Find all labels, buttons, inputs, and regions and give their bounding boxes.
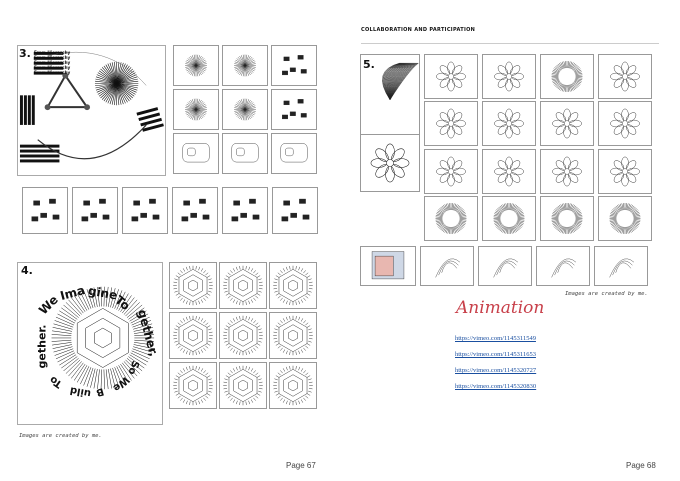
s5-thumb-graphic [541, 102, 593, 145]
s3-thumb-graphic [174, 46, 218, 85]
poster-word: gether, [134, 308, 161, 358]
s5-thumb-graphic [483, 197, 535, 240]
s4-thumb [219, 312, 267, 359]
s3-bottom-thumb [22, 187, 68, 234]
s5-thumb-graphic [421, 247, 473, 285]
title-line: From Hierarchy [34, 50, 71, 55]
s3-thumb-graphic [272, 46, 316, 85]
poster-word: We [36, 292, 61, 318]
s4-thumb-graphic [170, 313, 216, 358]
s5-thumb [540, 54, 594, 99]
s5-thumb-graphic [483, 150, 535, 193]
left-caption: Images are created by me. [19, 433, 102, 439]
section4-number: 4. [21, 264, 33, 277]
s3-thumb-graphic [174, 134, 218, 173]
s3-bottom-thumb-graphic [23, 188, 67, 233]
s5-thumb [482, 149, 536, 194]
s3-bottom-thumb-graphic [273, 188, 317, 233]
s5-side-thumb [360, 134, 420, 192]
s5-thumb [424, 101, 478, 146]
s3-bottom-thumb [72, 187, 118, 234]
s3-thumb [173, 89, 219, 130]
s4-thumb [169, 362, 217, 409]
s3-thumb [222, 89, 268, 130]
section5-number: 5. [363, 58, 375, 71]
s5-side-thumb-graphic [361, 135, 419, 191]
s5-thumb [540, 149, 594, 194]
s5-thumb-graphic [541, 55, 593, 98]
s5-thumb-graphic [599, 102, 651, 145]
poster-word: We [110, 373, 131, 394]
right-page-number: Page 68 [626, 461, 656, 470]
title-line: From Hierarchy [34, 65, 71, 70]
right-page-header: COLLABORATION AND PARTICIPATION [361, 27, 476, 33]
s4-thumb [219, 362, 267, 409]
s3-thumb [173, 45, 219, 86]
s5-screenshot-thumb [360, 246, 416, 286]
poster-word: So [125, 359, 141, 376]
s3-bottom-thumb-graphic [223, 188, 267, 233]
s4-thumb [269, 312, 317, 359]
s5-thumb [598, 149, 652, 194]
s3-bottom-thumb-graphic [173, 188, 217, 233]
s5-thumb [424, 196, 478, 241]
s5-thumb [424, 54, 478, 99]
s5-thumb [482, 101, 536, 146]
s4-thumb-graphic [170, 263, 216, 308]
title-line: From Hierarchy [34, 60, 71, 65]
s5-thumb [540, 196, 594, 241]
s5-thumb-graphic [541, 150, 593, 193]
poster-word: gether. [35, 324, 49, 369]
poster-word: B [94, 385, 105, 398]
poster-word: To [112, 292, 133, 314]
title-line: From Hierarchy [34, 70, 71, 75]
s5-thumb [598, 196, 652, 241]
vimeo-link-2[interactable]: https://vimeo.com/1145311653 [455, 351, 536, 358]
s3-bottom-thumb [122, 187, 168, 234]
s5-thumb [598, 54, 652, 99]
s5-thumb-graphic [599, 197, 651, 240]
s4-thumb-graphic [220, 263, 266, 308]
s3-thumb-graphic [223, 134, 267, 173]
s4-thumb [269, 362, 317, 409]
s4-thumb-graphic [170, 363, 216, 408]
vimeo-link-4[interactable]: https://vimeo.com/1145320830 [455, 383, 537, 390]
poster-word: uild [69, 384, 92, 399]
animation-title: Animation [456, 298, 545, 318]
s4-thumb-graphic [220, 313, 266, 358]
right-caption: Images are created by me. [565, 291, 648, 297]
s5-thumb [536, 246, 590, 286]
vimeo-link-1[interactable]: https://vimeo.com/1145311549 [455, 335, 536, 342]
s4-thumb-graphic [270, 263, 316, 308]
header-rule [361, 43, 659, 44]
s3-bottom-thumb-graphic [73, 188, 117, 233]
title-line: From Hierarchy [34, 55, 71, 60]
s3-thumb-graphic [223, 46, 267, 85]
s5-thumb [482, 196, 536, 241]
vimeo-link-3[interactable]: https://vimeo.com/1145320727 [455, 367, 537, 374]
s5-thumb [424, 149, 478, 194]
s5-thumb-graphic [541, 197, 593, 240]
s5-thumb-graphic [599, 150, 651, 193]
poster-word: To [47, 373, 65, 390]
s5-thumb-graphic [537, 247, 589, 285]
s5-thumb [594, 246, 648, 286]
s5-thumb-graphic [595, 247, 647, 285]
poster-word: gine [87, 283, 119, 303]
s3-thumb-graphic [174, 90, 218, 129]
s3-thumb-graphic [272, 90, 316, 129]
s3-thumb [222, 45, 268, 86]
s5-screenshot-thumb-graphic [361, 247, 415, 285]
s4-thumb [269, 262, 317, 309]
s4-thumb [169, 312, 217, 359]
s5-thumb [482, 54, 536, 99]
s5-thumb [420, 246, 474, 286]
section3-number: 3. [19, 47, 31, 60]
s3-bottom-thumb [272, 187, 318, 234]
s5-thumb-graphic [483, 102, 535, 145]
s3-thumb-graphic [223, 90, 267, 129]
left-page-number: Page 67 [286, 461, 316, 470]
s5-thumb-graphic [425, 55, 477, 98]
s3-thumb [271, 133, 317, 174]
s3-thumb [173, 133, 219, 174]
s5-thumb [598, 101, 652, 146]
s4-thumb-graphic [220, 363, 266, 408]
s5-thumb [540, 101, 594, 146]
s3-thumb [271, 45, 317, 86]
s5-thumb-graphic [425, 197, 477, 240]
s5-thumb-graphic [425, 150, 477, 193]
s4-thumb [169, 262, 217, 309]
s4-thumb-graphic [270, 363, 316, 408]
s3-bottom-thumb-graphic [123, 188, 167, 233]
s5-thumb-graphic [599, 55, 651, 98]
s5-thumb [478, 246, 532, 286]
s3-bottom-thumb [222, 187, 268, 234]
s5-thumb-graphic [479, 247, 531, 285]
s3-thumb [271, 89, 317, 130]
poster-word: Ima [58, 282, 87, 304]
s5-thumb-graphic [483, 55, 535, 98]
s4-thumb [219, 262, 267, 309]
s3-bottom-thumb [172, 187, 218, 234]
s3-thumb [222, 133, 268, 174]
s5-thumb-graphic [425, 102, 477, 145]
s4-thumb-graphic [270, 313, 316, 358]
s3-thumb-graphic [272, 134, 316, 173]
section3-title-lines [34, 50, 74, 75]
